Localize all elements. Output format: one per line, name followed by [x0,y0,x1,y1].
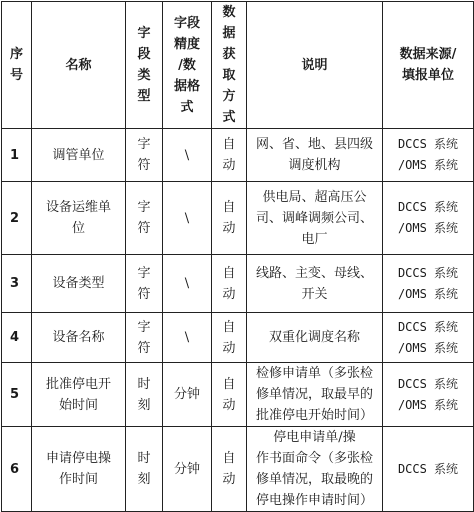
row-description: 停电申请单/操 作书面命令（多张检 修单情况，取最晚的 停电操作申请时间） [247,427,383,512]
row-name: 设备类型 [32,255,126,313]
row-source: DCCS 系统 /OMS 系统 [383,313,474,363]
table-header-row [2,2,474,129]
table-row [2,363,474,427]
row-name: 设备名称 [32,313,126,363]
row-acquisition: 自 动 [212,313,247,363]
row-name: 设备运维单 位 [32,182,126,255]
field-definition-table [1,1,474,512]
row-field-type: 字 符 [126,129,163,182]
row-field-type: 字 符 [126,313,163,363]
table-row [2,129,474,182]
row-precision: \ [163,182,212,255]
row-index: 6 [2,427,32,512]
table-row [2,182,474,255]
row-source: DCCS 系统 [383,427,474,512]
row-index: 4 [2,313,32,363]
header-description: 说明 [247,2,383,129]
row-description: 检修申请单（多张检 修单情况，取最早的 批准停电开始时间） [247,363,383,427]
row-index: 1 [2,129,32,182]
header-precision-format: 字段 精度 /数 据格 式 [163,2,212,129]
table-row [2,313,474,363]
row-source: DCCS 系统 /OMS 系统 [383,255,474,313]
row-name: 调管单位 [32,129,126,182]
table-row [2,427,474,512]
row-precision: \ [163,313,212,363]
row-acquisition: 自 动 [212,182,247,255]
row-field-type: 字 符 [126,182,163,255]
row-field-type: 字 符 [126,255,163,313]
row-field-type: 时 刻 [126,363,163,427]
row-acquisition: 自 动 [212,363,247,427]
table-row [2,255,474,313]
row-source: DCCS 系统 /OMS 系统 [383,363,474,427]
row-acquisition: 自 动 [212,129,247,182]
row-description: 供电局、超高压公 司、调峰调频公司、 电厂 [247,182,383,255]
row-source: DCCS 系统 /OMS 系统 [383,129,474,182]
header-field-type: 字 段 类 型 [126,2,163,129]
row-acquisition: 自 动 [212,427,247,512]
header-acquisition-method: 数 据 获 取 方 式 [212,2,247,129]
row-name: 申请停电操 作时间 [32,427,126,512]
row-index: 3 [2,255,32,313]
header-index: 序 号 [2,2,32,129]
row-acquisition: 自 动 [212,255,247,313]
row-description: 线路、主变、母线、 开关 [247,255,383,313]
row-name: 批准停电开 始时间 [32,363,126,427]
row-precision: 分钟 [163,427,212,512]
header-data-source: 数据来源/ 填报单位 [383,2,474,129]
row-index: 5 [2,363,32,427]
row-source: DCCS 系统 /OMS 系统 [383,182,474,255]
row-field-type: 时 刻 [126,427,163,512]
row-precision: \ [163,255,212,313]
row-index: 2 [2,182,32,255]
row-precision: \ [163,129,212,182]
row-precision: 分钟 [163,363,212,427]
header-name: 名称 [32,2,126,129]
row-description: 双重化调度名称 [247,313,383,363]
row-description: 网、省、地、县四级 调度机构 [247,129,383,182]
